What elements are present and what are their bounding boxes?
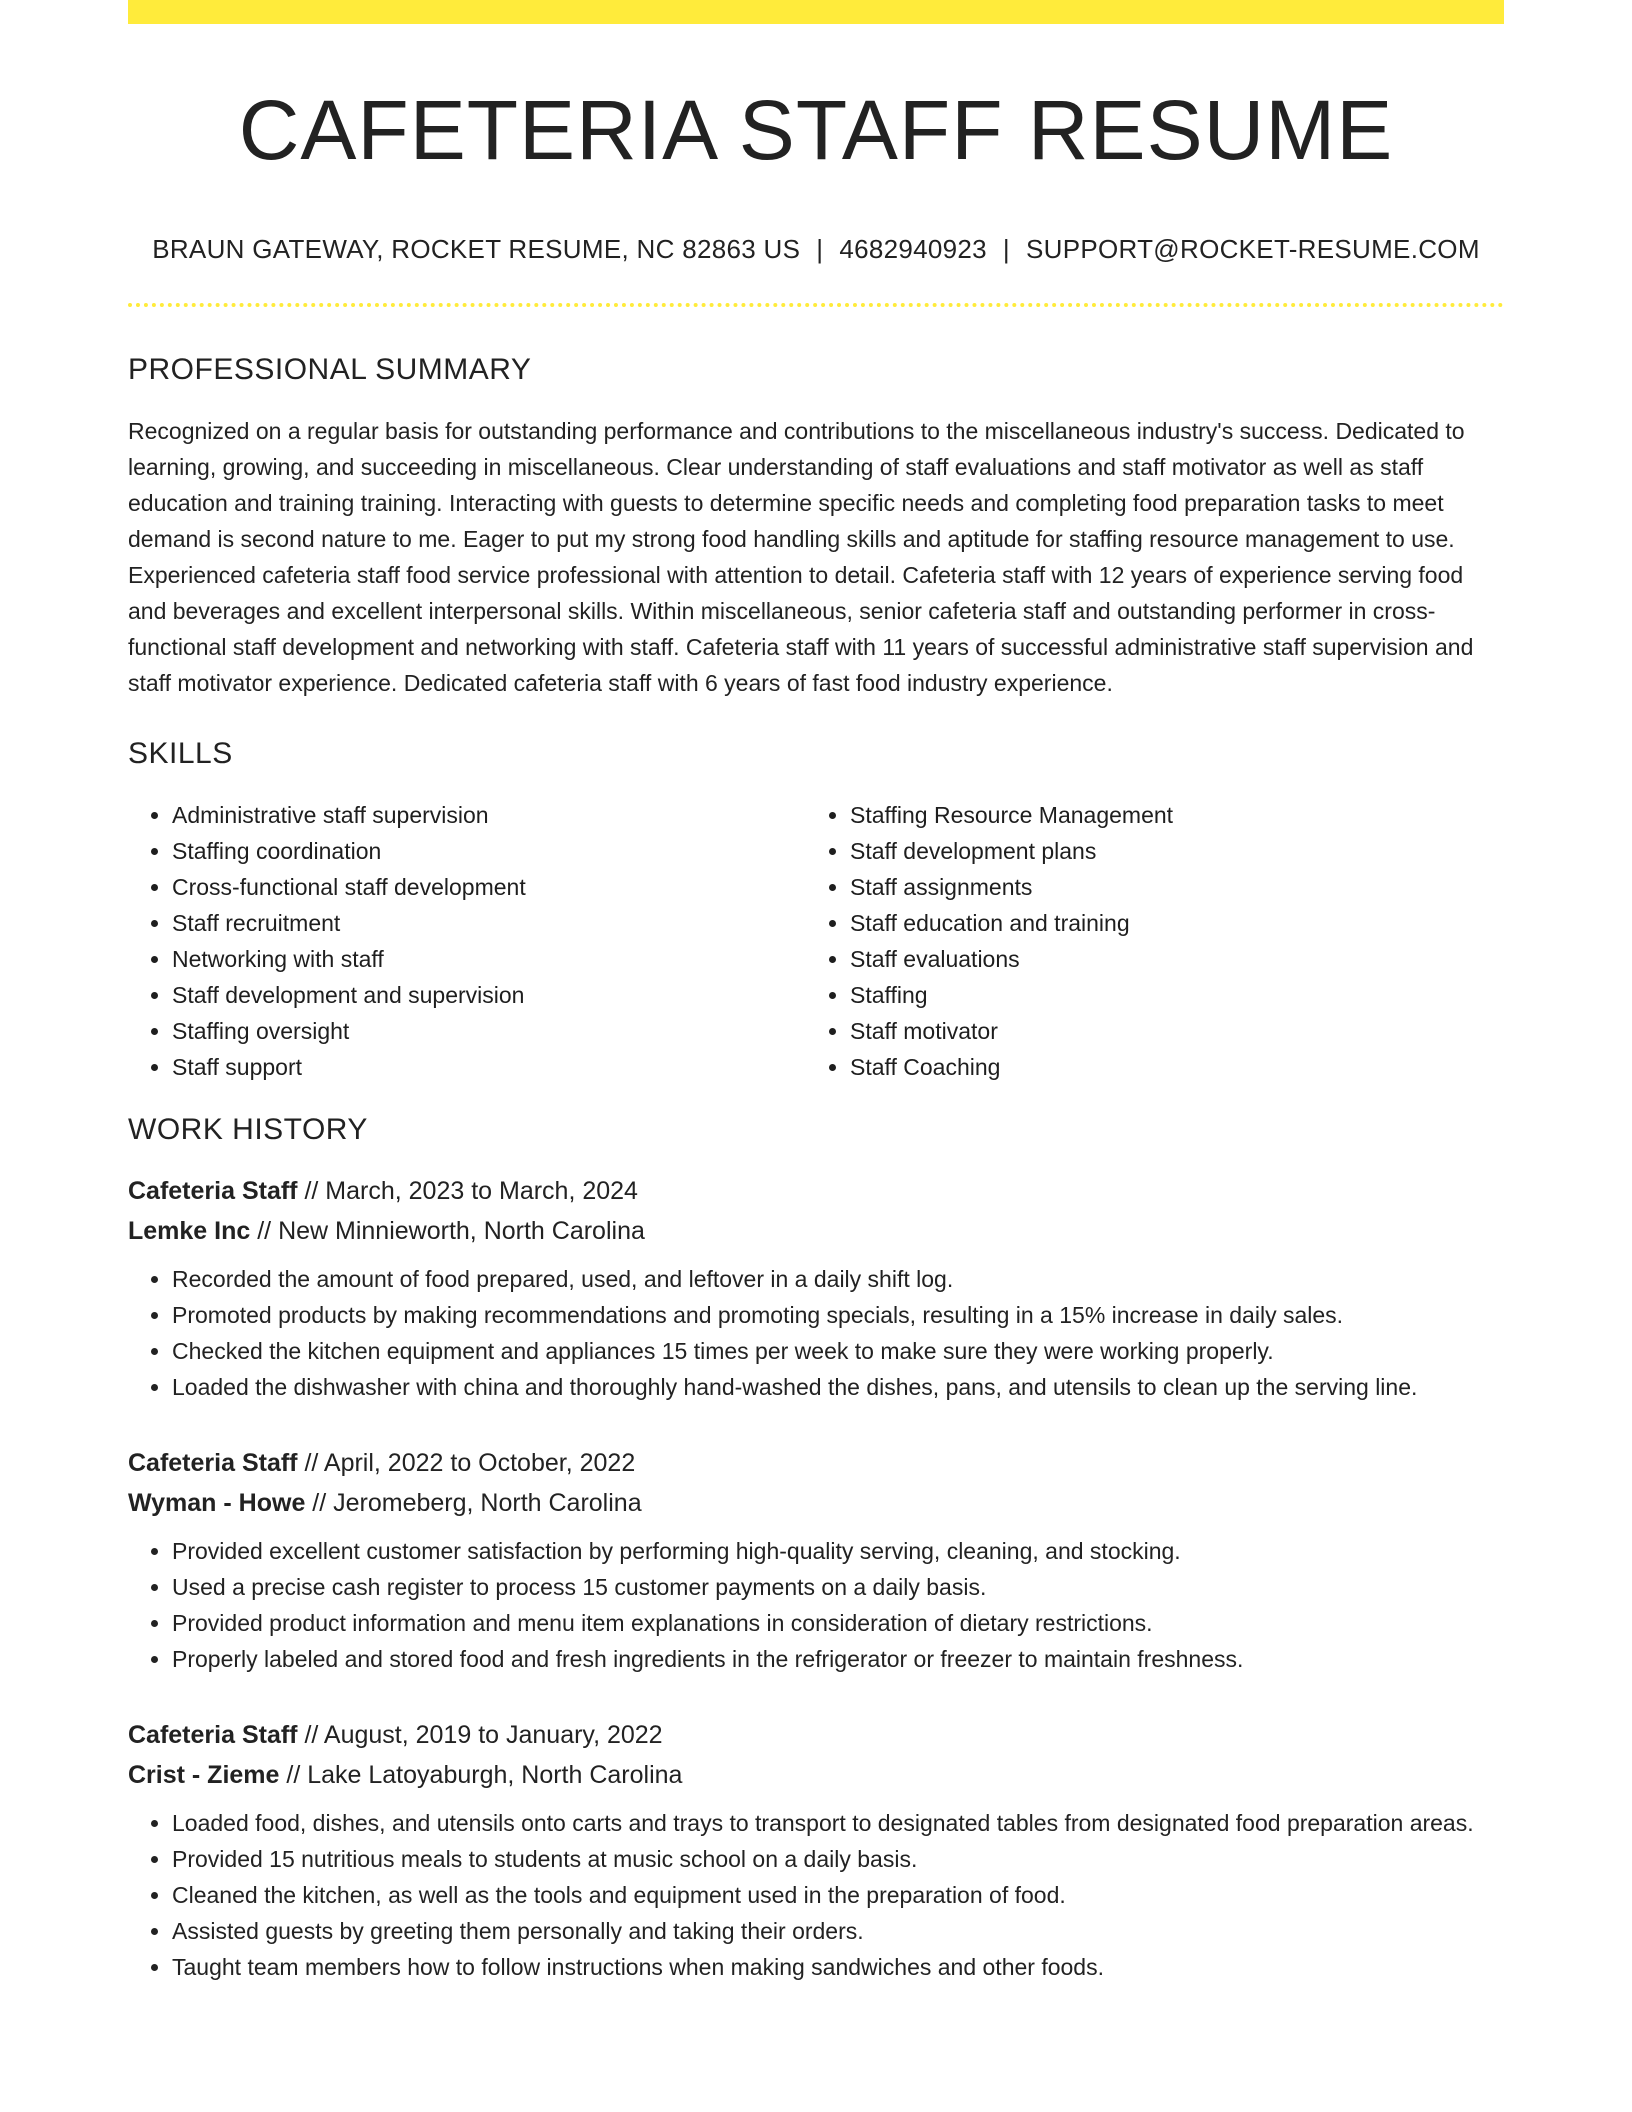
contact-phone: 4682940923 <box>839 234 987 265</box>
summary-text: Recognized on a regular basis for outstanding performance and contributions to the miscellaneous industry's success. Dedicated to learning, growing, and succeeding in miscellaneous. Clear understanding of staff evaluations and staff motivator as well as staff education and training training. Interacting with guests to determine specific needs and completing food preparation tasks to meet demand is second nature to me. Eager to put my strong food handling skills and aptitude for staffing resource management to use. Experienced cafeteria staff food service professional with attention to detail. Cafeteria staff with 12 years of experience serving food and beverages and excellent interpersonal skills. Within miscellaneous, senior cafeteria staff and outstanding performer in cross-functional staff development and networking with staff. Cafeteria staff with 11 years of successful administrative staff supervision and staff motivator experience. Dedicated cafeteria staff with 6 years of fast food industry experience. <box>128 418 1474 697</box>
skill-item: • Cross-functional staff development <box>172 869 806 905</box>
job-company: Lemke Inc <box>128 1217 251 1246</box>
accent-bar <box>128 0 1504 24</box>
contact-email: SUPPORT@ROCKET-RESUME.COM <box>1025 234 1480 265</box>
job-location: // New Minnieworth, North Carolina <box>250 1217 645 1246</box>
work-history-heading: WORK HISTORY <box>128 1113 368 1147</box>
job-title: Cafeteria Staff <box>128 1721 298 1750</box>
skill-item: • Staff recruitment <box>172 905 806 941</box>
job-company-line <box>128 1211 1504 1251</box>
job-entry <box>128 1443 1504 1677</box>
job-duty-item: • Taught team members how to follow instructions when making sandwiches and other foods. <box>172 1949 1504 1985</box>
job-duty-item: • Assisted guests by greeting them personally and taking their orders. <box>172 1913 1504 1949</box>
skill-item: • Staffing Resource Management <box>850 797 1484 833</box>
dotted-divider <box>128 303 1504 307</box>
job-duty-item: • Loaded food, dishes, and utensils onto carts and trays to transport to designated tables from designated food preparation areas. <box>172 1805 1504 1841</box>
job-duty-item: • Checked the kitchen equipment and appliances 15 times per week to make sure they were working properly. <box>172 1333 1504 1369</box>
skill-item: • Staffing <box>850 977 1484 1013</box>
job-dates: // April, 2022 to October, 2022 <box>297 1449 636 1478</box>
skill-item: • Staff development and supervision <box>172 977 806 1013</box>
job-duties <box>128 1533 1504 1677</box>
job-title-line <box>128 1715 1504 1755</box>
job-dates: // March, 2023 to March, 2024 <box>297 1177 638 1206</box>
resume-page <box>128 0 1504 1985</box>
summary-heading: PROFESSIONAL SUMMARY <box>128 353 532 387</box>
resume-title: CAFETERIA STAFF RESUME <box>238 83 1394 177</box>
job-duty-item: • Provided 15 nutritious meals to students at music school on a daily basis. <box>172 1841 1504 1877</box>
job-duty-item: • Provided excellent customer satisfaction by performing high-quality serving, cleaning, and stocking. <box>172 1533 1504 1569</box>
job-title: Cafeteria Staff <box>128 1449 298 1478</box>
job-title-line <box>128 1171 1504 1211</box>
skill-item: • Networking with staff <box>172 941 806 977</box>
job-company-line <box>128 1483 1504 1523</box>
job-entry <box>128 1715 1504 1985</box>
job-duty-item: • Used a precise cash register to process 15 customer payments on a daily basis. <box>172 1569 1504 1605</box>
job-company: Wyman - Howe <box>128 1489 306 1518</box>
skill-item: • Staff development plans <box>850 833 1484 869</box>
job-duty-item: • Recorded the amount of food prepared, used, and leftover in a daily shift log. <box>172 1261 1504 1297</box>
job-company: Crist - Zieme <box>128 1761 280 1790</box>
job-duty-item: • Loaded the dishwasher with china and thoroughly hand-washed the dishes, pans, and utensils to clean up the serving line. <box>172 1369 1504 1405</box>
skills-column-right <box>806 797 1484 1085</box>
contact-separator: | <box>1002 234 1010 265</box>
job-duty-item: • Promoted products by making recommendations and promoting specials, resulting in a 15% increase in daily sales. <box>172 1297 1504 1333</box>
job-entry <box>128 1171 1504 1405</box>
skill-item: • Staff motivator <box>850 1013 1484 1049</box>
job-duty-item: • Properly labeled and stored food and fresh ingredients in the refrigerator or freezer to maintain freshness. <box>172 1641 1504 1677</box>
skill-item: • Staff Coaching <box>850 1049 1484 1085</box>
job-title-line <box>128 1443 1504 1483</box>
job-location: // Jeromeberg, North Carolina <box>305 1489 642 1518</box>
skills-list <box>128 797 1504 1085</box>
job-company-line <box>128 1755 1504 1795</box>
skill-item: • Staff evaluations <box>850 941 1484 977</box>
job-duties <box>128 1805 1504 1985</box>
job-dates: // August, 2019 to January, 2022 <box>297 1721 663 1750</box>
skill-item: • Staff assignments <box>850 869 1484 905</box>
job-duties <box>128 1261 1504 1405</box>
skill-item: • Staff education and training <box>850 905 1484 941</box>
contact-address: BRAUN GATEWAY, ROCKET RESUME, NC 82863 US <box>152 234 801 265</box>
job-title: Cafeteria Staff <box>128 1177 298 1206</box>
skill-item: • Staffing oversight <box>172 1013 806 1049</box>
job-location: // Lake Latoyaburgh, North Carolina <box>279 1761 683 1790</box>
job-duty-item: • Cleaned the kitchen, as well as the tools and equipment used in the preparation of food. <box>172 1877 1504 1913</box>
skills-heading: SKILLS <box>128 737 233 771</box>
contact-line <box>128 234 1504 265</box>
skill-item: • Administrative staff supervision <box>172 797 806 833</box>
job-duty-item: • Provided product information and menu item explanations in consideration of dietary restrictions. <box>172 1605 1504 1641</box>
skills-column-left <box>128 797 806 1085</box>
contact-separator: | <box>816 234 824 265</box>
skill-item: • Staffing coordination <box>172 833 806 869</box>
skill-item: • Staff support <box>172 1049 806 1085</box>
